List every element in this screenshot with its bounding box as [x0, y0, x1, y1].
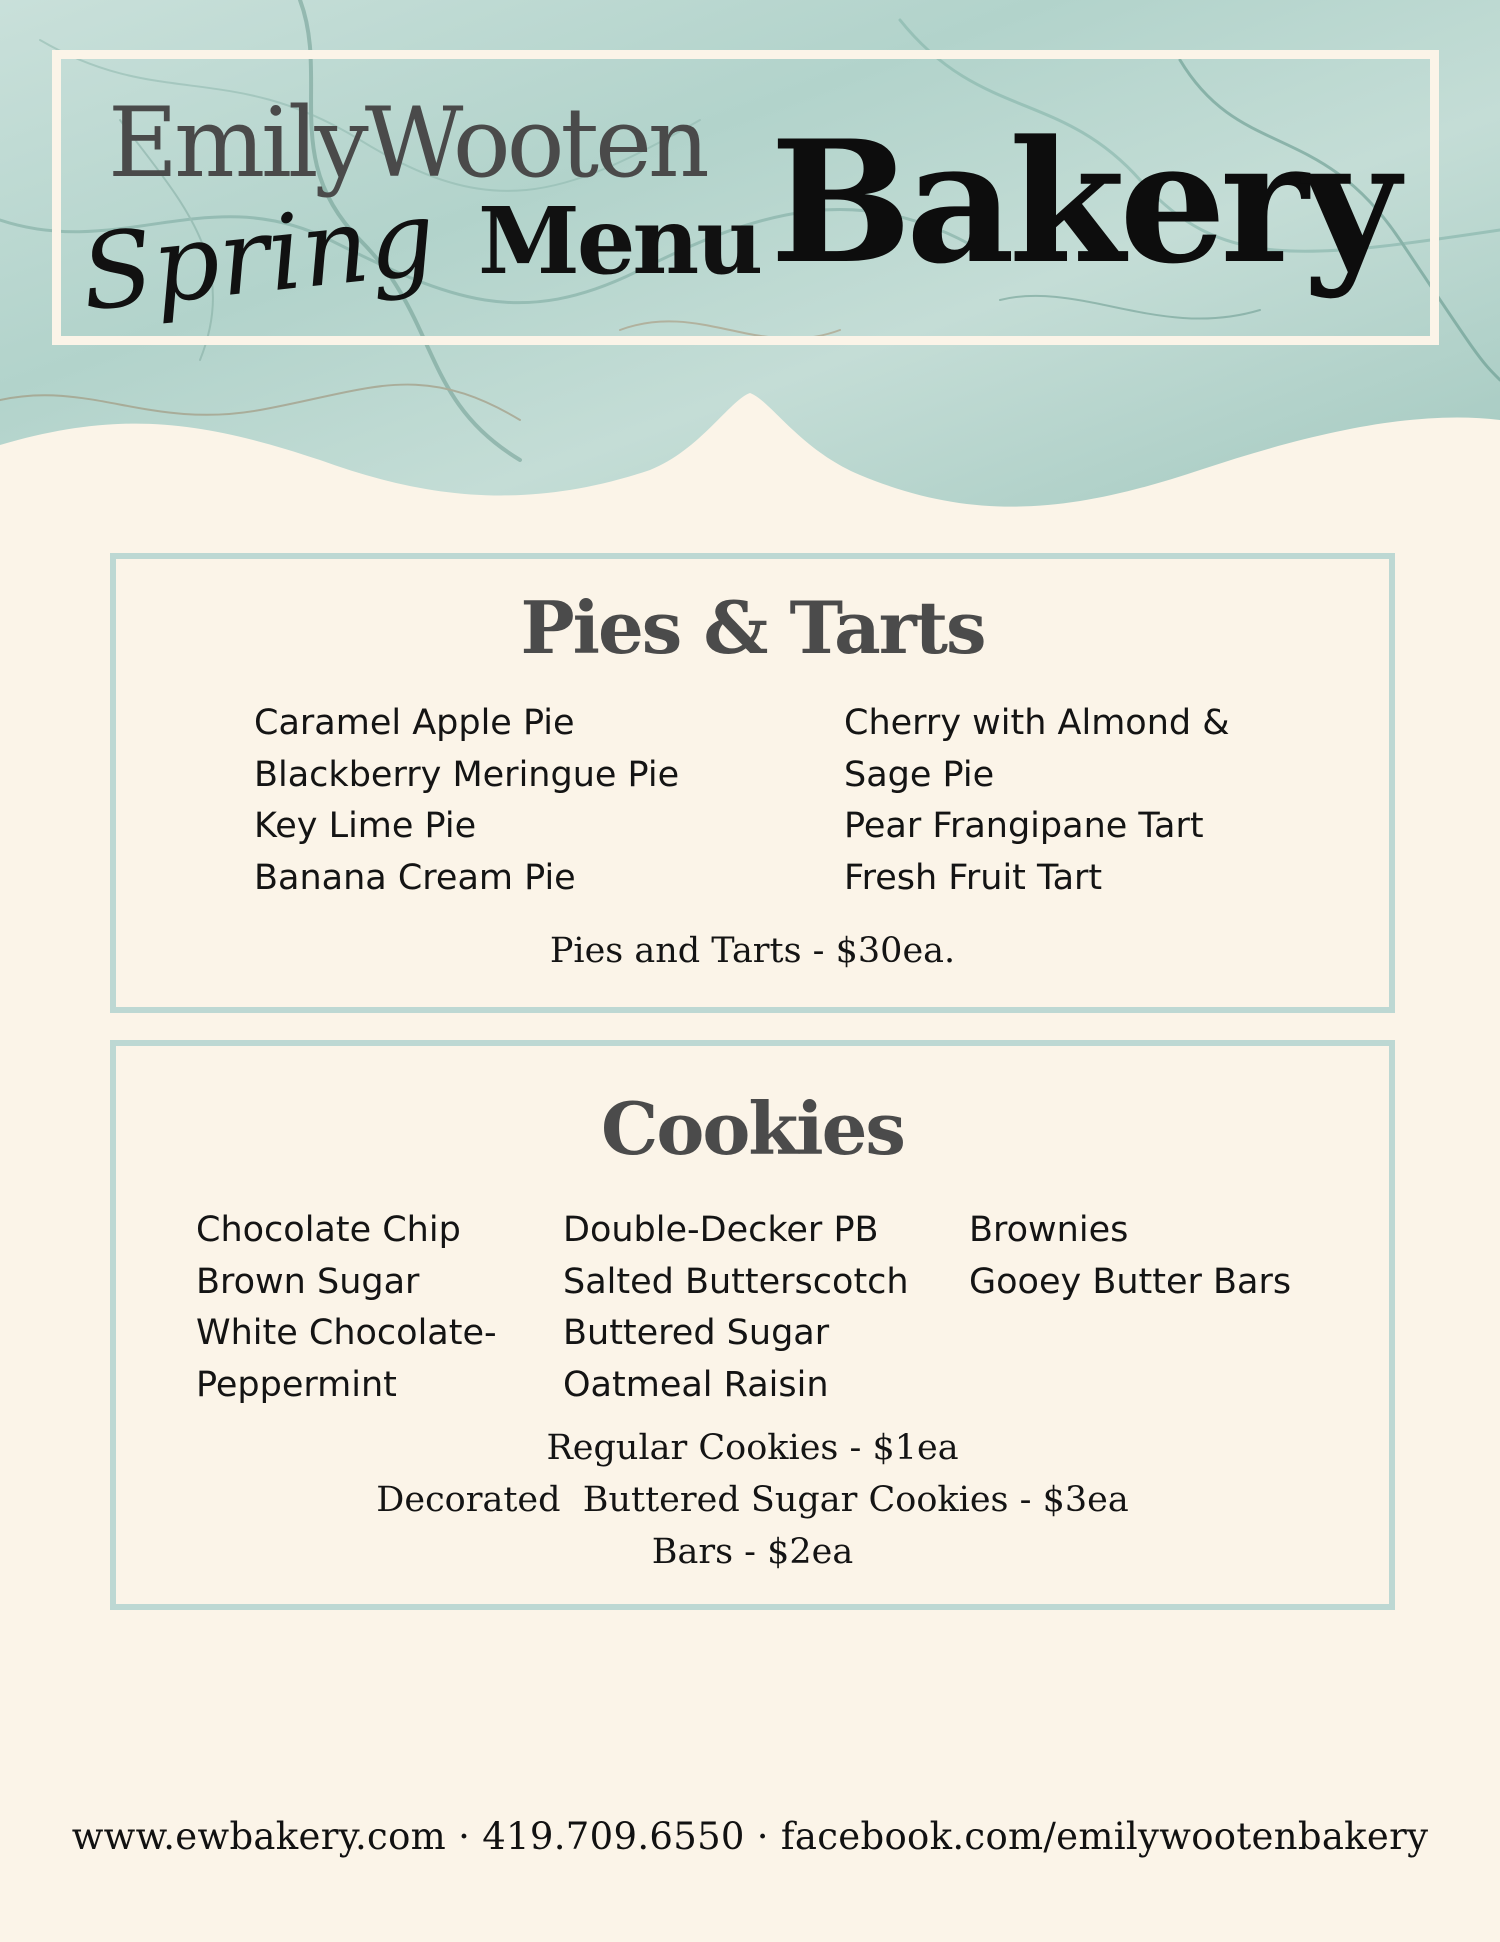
cookies-column-2 [563, 1205, 909, 1411]
menu-item: Blackberry Meringue Pie [254, 754, 680, 795]
menu-item: White Chocolate- [196, 1313, 497, 1353]
price-line: Pies and Tarts - $30ea. [549, 931, 956, 971]
contact-footer: www.ewbakery.com · 419.709.6550 · facebook.com/emilywootenbakery [71, 1815, 1429, 1858]
pies-left-column [254, 698, 679, 904]
menu-word: Menu [478, 187, 761, 295]
menu-item: Banana Cream Pie [254, 857, 576, 898]
brand-name: EmilyWooten [108, 87, 706, 199]
menu-item: Caramel Apple Pie [254, 703, 575, 743]
menu-item: Cherry with Almond & [844, 703, 1230, 743]
season-script: Spring [75, 176, 441, 335]
menu-item: Salted Butterscotch [563, 1261, 909, 1302]
menu-item: Sage Pie [844, 754, 995, 795]
menu-item: Double-Decker PB [563, 1210, 879, 1250]
menu-item: Fresh Fruit Tart [844, 857, 1103, 898]
menu-item: Key Lime Pie [254, 806, 477, 846]
menu-item: Oatmeal Raisin [563, 1364, 829, 1405]
menu-item: Brown Sugar [196, 1261, 420, 1302]
menu-item: Gooey Butter Bars [969, 1261, 1292, 1302]
pies-tarts-section [110, 553, 1395, 1013]
menu-item: Buttered Sugar [563, 1313, 830, 1353]
pies-right-column [844, 698, 1230, 904]
menu-item: Peppermint [196, 1364, 397, 1405]
menu-item: Brownies [969, 1210, 1129, 1250]
price-line: Bars - $2ea [651, 1532, 854, 1572]
bakery-word: Bakery [770, 103, 1395, 301]
menu-item: Pear Frangipane Tart [844, 806, 1204, 846]
section-title: Cookies [601, 1086, 904, 1171]
cookies-column-3 [969, 1205, 1291, 1308]
menu-item: Chocolate Chip [196, 1210, 461, 1250]
section-title: Pies & Tarts [520, 585, 985, 670]
price-line: Decorated Buttered Sugar Cookies - $3ea [376, 1480, 1129, 1520]
cookies-section [110, 1040, 1395, 1610]
cookies-column-1 [196, 1205, 497, 1411]
price-line: Regular Cookies - $1ea [546, 1428, 959, 1468]
